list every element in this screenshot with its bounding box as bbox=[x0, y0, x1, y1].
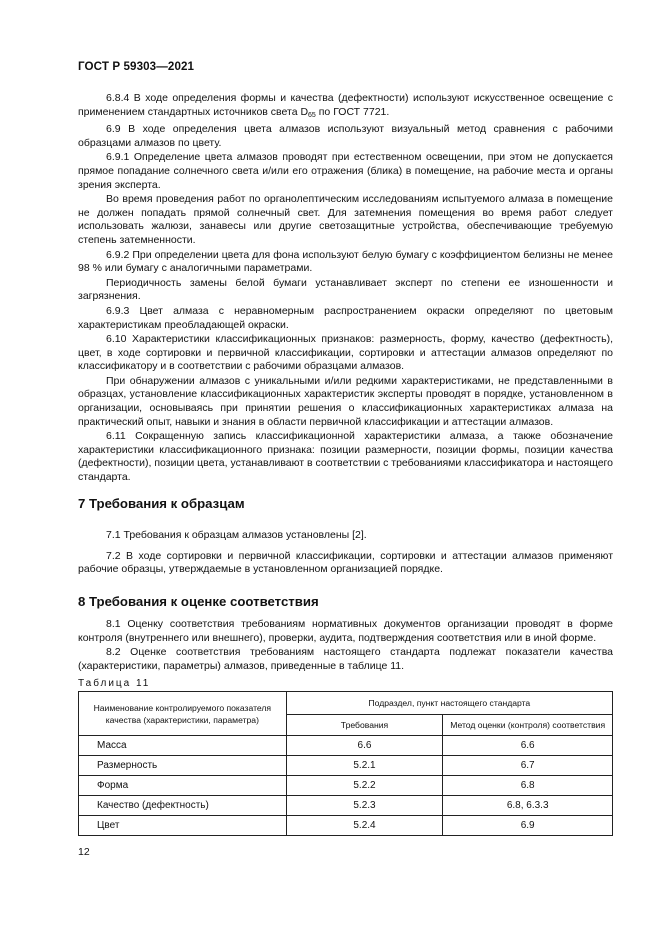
cell-method: 6.9 bbox=[443, 816, 613, 836]
paragraph-6-9-3: 6.9.3 Цвет алмаза с неравномерным распространением окраски определяют по цветовым характеристикам преобладающей окраски. bbox=[78, 304, 613, 331]
body-text-top bbox=[78, 92, 613, 485]
section-8-body bbox=[78, 618, 613, 673]
table-row bbox=[79, 776, 613, 796]
cell-method: 6.7 bbox=[443, 756, 613, 776]
cell-name: Качество (дефектность) bbox=[79, 796, 287, 816]
paragraph-6-9-2: 6.9.2 При определении цвета для фона используют белую бумагу с коэффициентом белизны не менее 98 % или бумагу с аналогичными параметрами. bbox=[78, 248, 613, 275]
paragraph-6-8-4 bbox=[78, 92, 613, 122]
cell-method: 6.6 bbox=[443, 736, 613, 756]
cell-name: Масса bbox=[79, 736, 287, 756]
paragraph-6-11: 6.11 Сокращенную запись классификационной характеристики алмаза, а также обозначение характеристики классификационного признака: позиции размерности, позиции формы, позиции качества (дефектности), позиции цвета, устанавливают в соответствии с требованиями классификатора и настоящего стандарта. bbox=[78, 430, 613, 484]
header-method: Метод оценки (контроля) соответствия bbox=[443, 715, 613, 736]
cell-req: 5.2.1 bbox=[286, 756, 443, 776]
header-subsection-group: Подраздел, пункт настоящего стандарта bbox=[286, 692, 612, 715]
paragraph-6-10: 6.10 Характеристики классификационных признаков: размерность, форму, качество (дефектность), цвет, в ходе сортировки и первичной классификации, сортировки и аттестации алмазов определяют по классификатору и в соответствии с рабочими образцами алмазов. bbox=[78, 333, 613, 373]
paragraph-text: 6.8.4 В ходе определения формы и качества (дефектности) используют искусственное освещение с применением стандартных источников света D bbox=[78, 92, 613, 118]
paragraph-tail: по ГОСТ 7721. bbox=[315, 105, 390, 118]
cell-req: 5.2.2 bbox=[286, 776, 443, 796]
cell-name: Форма bbox=[79, 776, 287, 796]
paragraph-6-9: 6.9 В ходе определения цвета алмазов используют визуальный метод сравнения с рабочими образцами алмазов по цвету. bbox=[78, 123, 613, 149]
header-indicator: Наименование контролируемого показателя качества (характеристики, параметра) bbox=[79, 692, 287, 736]
table-row bbox=[79, 816, 613, 836]
paragraph-8-2: 8.2 Оценке соответствия требованиям настоящего стандарта подлежат показатели качества (характеристики, параметры) алмазов, приведенные в таблице 11. bbox=[78, 646, 613, 672]
paragraph-paper-replacement: Периодичность замены белой бумаги устанавливает эксперт по степени ее изношенности и загрязнения. bbox=[78, 276, 613, 303]
page-number: 12 bbox=[78, 846, 90, 858]
document-header: ГОСТ Р 59303—2021 bbox=[78, 60, 195, 73]
table-11 bbox=[78, 691, 613, 836]
table-caption: Таблица 11 bbox=[78, 678, 151, 689]
cell-name: Цвет bbox=[79, 816, 287, 836]
cell-req: 5.2.4 bbox=[286, 816, 443, 836]
paragraph-darkening: Во время проведения работ по органолептическим исследованиям испытуемого алмаза в помещение не должен попадать прямой солнечный свет. Для затемнения помещения во время работ следует использовать жалюзи, занавесы или другие светозащитные устройства, обеспечивающие требуемую степень затемненности. bbox=[78, 193, 613, 246]
cell-name: Размерность bbox=[79, 756, 287, 776]
header-requirements: Требования bbox=[286, 715, 443, 736]
section-7-title: 7 Требования к образцам bbox=[78, 496, 245, 511]
table-row bbox=[79, 736, 613, 756]
cell-method: 6.8 bbox=[443, 776, 613, 796]
cell-req: 5.2.3 bbox=[286, 796, 443, 816]
paragraph-unique-diamonds: При обнаружении алмазов с уникальными и/или редкими характеристиками, не представленными в образцах, установление классификационных характеристик эксперты проводят в порядке, установленном в организации, основываясь при принятии решения о классификационных характеристиках алмаза на практический опыт, навыки и знания в области первичной классификации и аттестации алмазов. bbox=[78, 374, 613, 428]
paragraph-7-2: 7.2 В ходе сортировки и первичной классификации, сортировки и аттестации алмазов применяют рабочие образцы, утверждаемые в установленном организацией порядке. bbox=[78, 549, 613, 576]
subscript: 65 bbox=[308, 111, 316, 119]
paragraph-6-9-1: 6.9.1 Определение цвета алмазов проводят при естественном освещении, при этом не допускается прямое попадание солнечного света и/или его отражения (блика) в помещение, на рабочие места и органы зрения эксперта. bbox=[78, 151, 613, 191]
section-8-title: 8 Требования к оценке соответствия bbox=[78, 594, 319, 609]
cell-req: 6.6 bbox=[286, 736, 443, 756]
paragraph-7-1: 7.1 Требования к образцам алмазов установлены [2]. bbox=[106, 529, 367, 541]
section-7-body bbox=[78, 529, 613, 577]
table-row bbox=[79, 756, 613, 776]
table-row bbox=[79, 796, 613, 816]
cell-method: 6.8, 6.3.3 bbox=[443, 796, 613, 816]
paragraph-8-1: 8.1 Оценку соответствия требованиям нормативных документов организации проводят в форме контроля (внутреннего или внешнего), проверки, аудита, подтверждения соответствия или в иной форме. bbox=[78, 618, 613, 644]
